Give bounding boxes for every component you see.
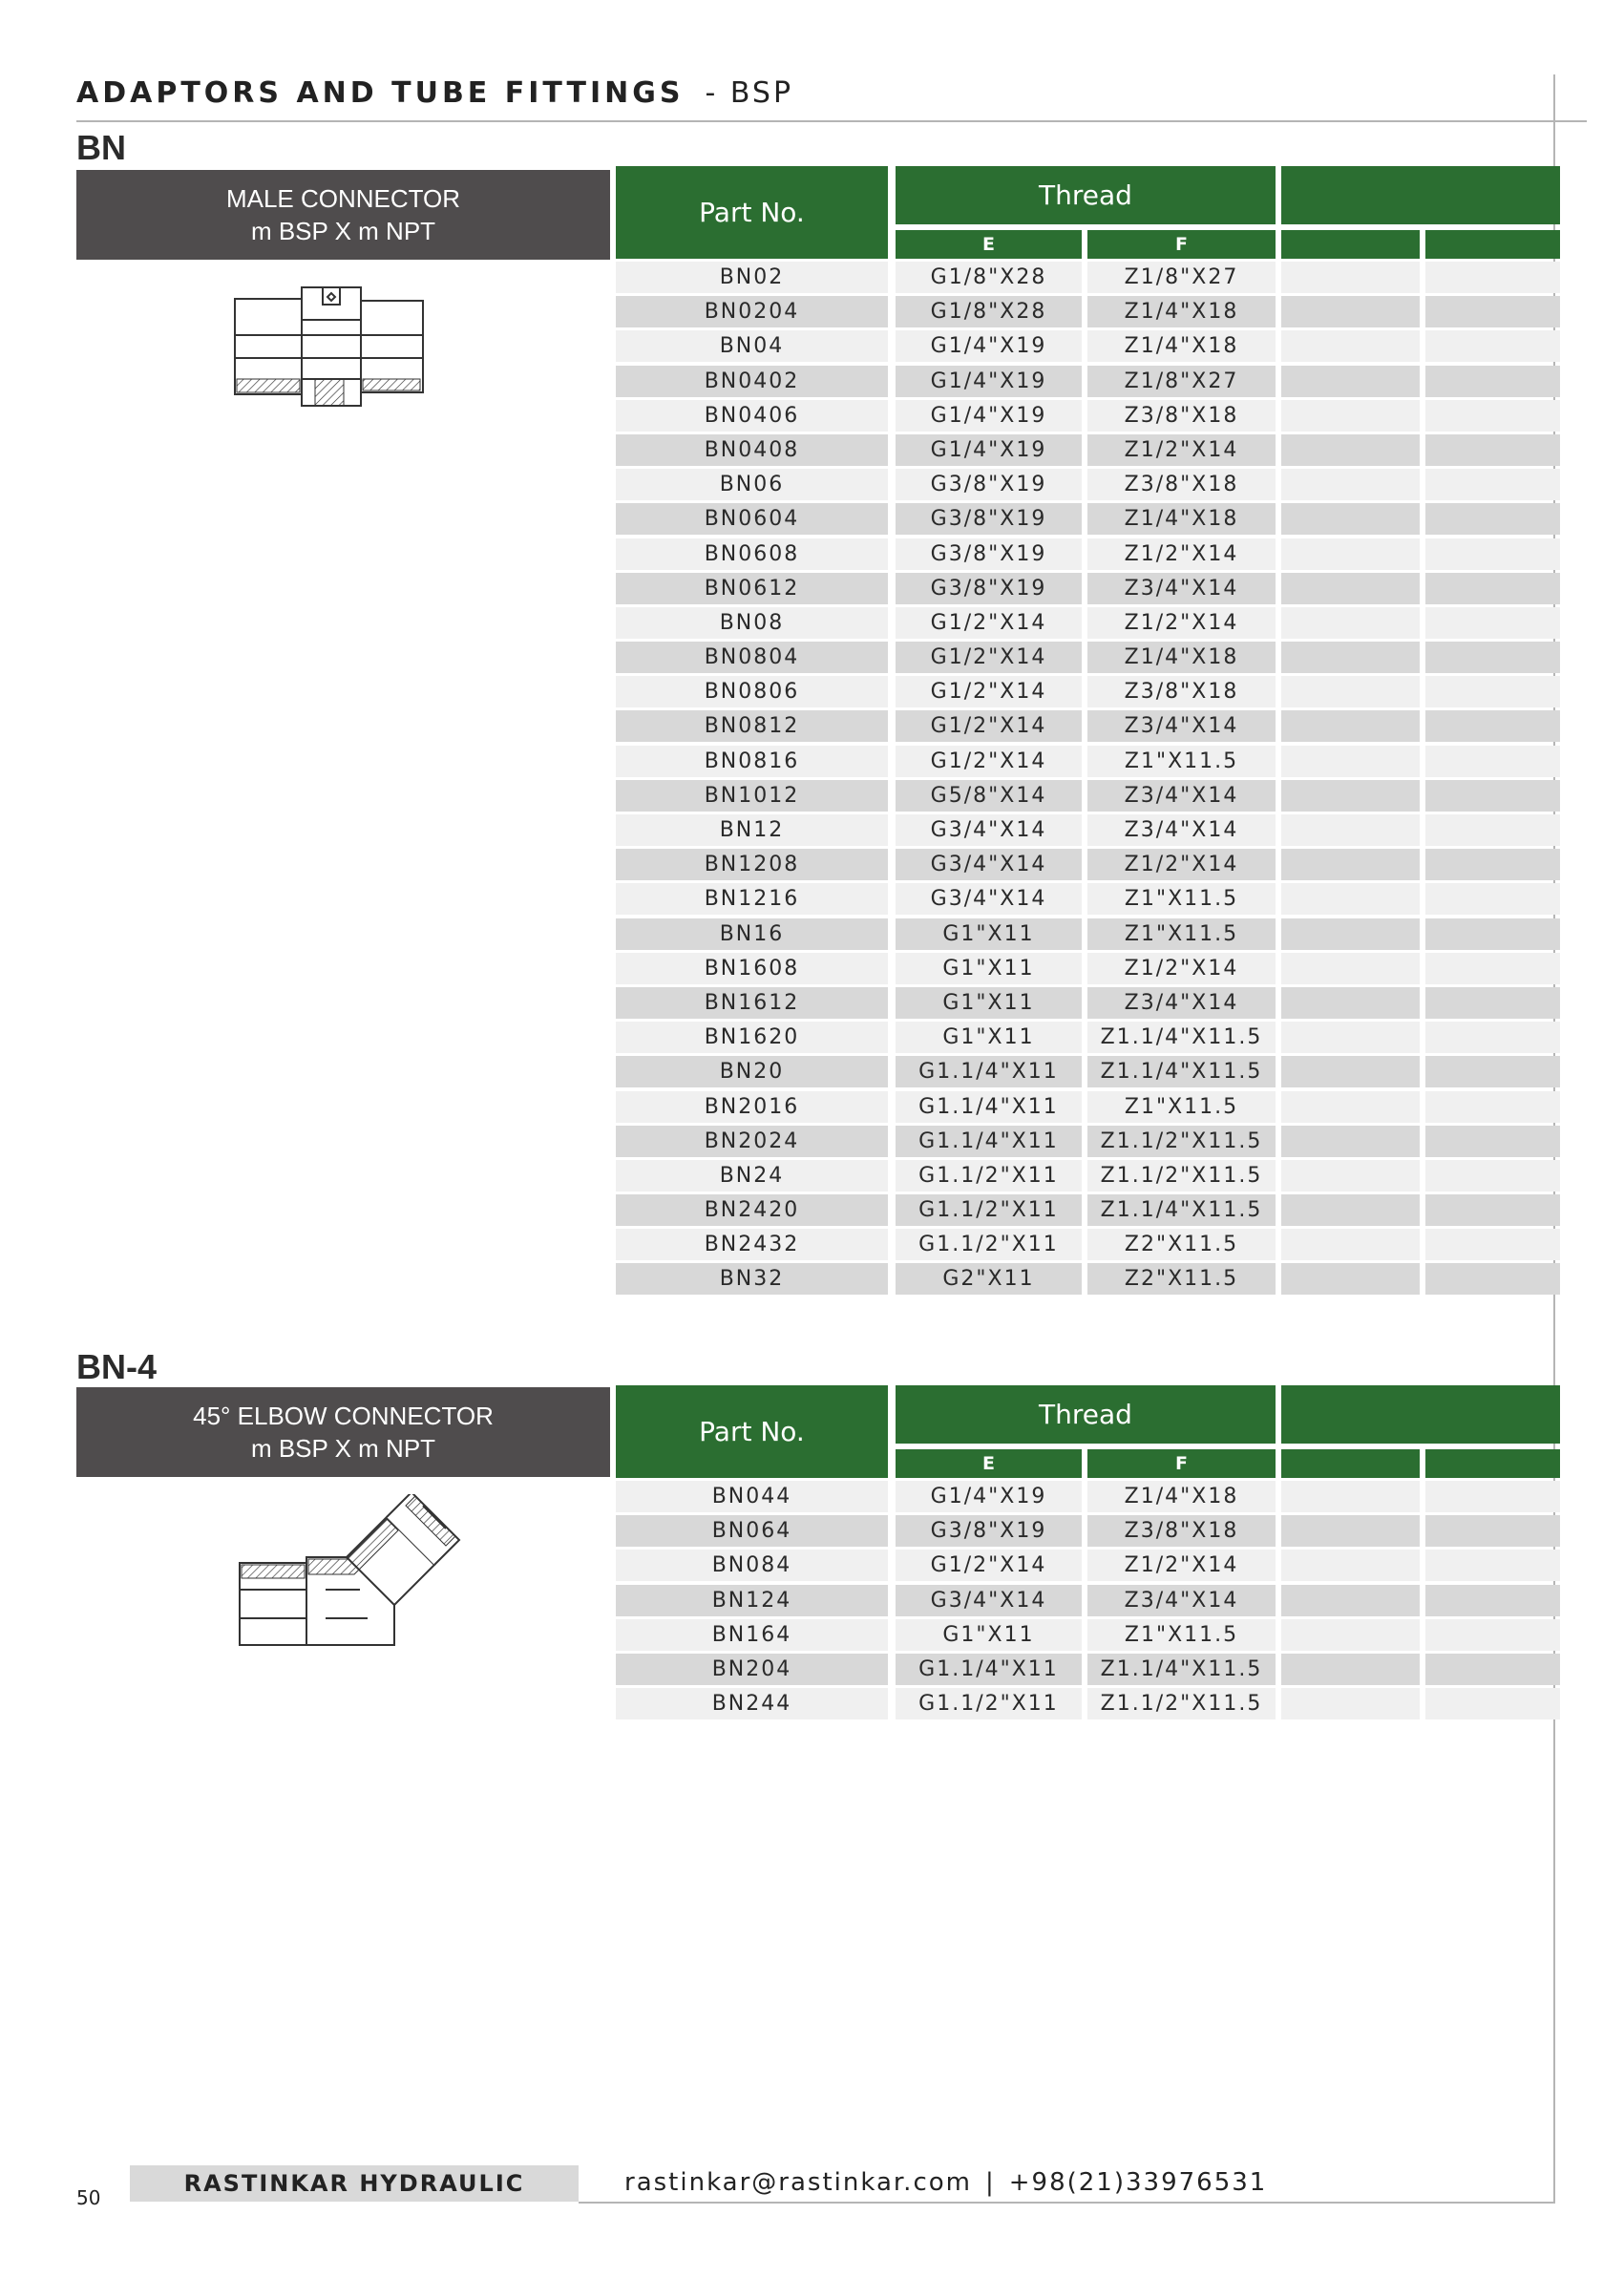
part-no-cell: BN064 (616, 1515, 888, 1547)
blank-header (1281, 166, 1560, 224)
part-no-cell: BN02 (616, 262, 888, 293)
table-row (616, 953, 1561, 984)
thread-f-cell: Z1"X11.5 (1087, 1091, 1276, 1123)
thread-f-cell: Z1/8"X27 (1087, 366, 1276, 397)
thread-f-header: F (1087, 230, 1276, 259)
blank-cell-2 (1425, 1160, 1560, 1192)
product-spec: m BSP X m NPT (250, 217, 436, 245)
part-no-cell: BN0806 (616, 676, 888, 707)
thread-e-cell: G1/4"X19 (896, 434, 1082, 466)
product-name: MALE CONNECTOR (225, 184, 461, 213)
thread-e-cell: G3/8"X19 (896, 538, 1082, 570)
table-row (616, 469, 1561, 500)
part-no-cell: BN044 (616, 1481, 888, 1512)
thread-header: Thread (896, 1385, 1276, 1444)
thread-e-cell: G1.1/2"X11 (896, 1229, 1082, 1260)
part-no-cell: BN2016 (616, 1091, 888, 1123)
thread-e-cell: G3/4"X14 (896, 814, 1082, 846)
blank-cell-1 (1281, 1550, 1420, 1581)
thread-f-cell: Z1/2"X14 (1087, 434, 1276, 466)
blank-cell-1 (1281, 400, 1420, 432)
thread-f-cell: Z3/8"X18 (1087, 1515, 1276, 1547)
table-row (616, 296, 1561, 327)
blank-cell-1 (1281, 746, 1420, 777)
blank-cell-2 (1425, 1263, 1560, 1295)
thread-f-cell: Z1.1/2"X11.5 (1087, 1160, 1276, 1192)
blank-cell-2 (1425, 814, 1560, 846)
thread-f-cell: Z3/4"X14 (1087, 814, 1276, 846)
thread-e-header: E (896, 230, 1082, 259)
blank-cell-2 (1425, 469, 1560, 500)
table-row (616, 1022, 1561, 1053)
blank-cell-2 (1425, 883, 1560, 915)
thread-e-cell: G3/8"X19 (896, 469, 1082, 500)
part-no-cell: BN12 (616, 814, 888, 846)
blank-cell-1 (1281, 1515, 1420, 1547)
thread-e-cell: G1/4"X19 (896, 366, 1082, 397)
footer-email[interactable]: rastinkar@rastinkar.com (624, 2168, 972, 2197)
footer-separator: | (984, 2168, 996, 2197)
part-no-cell: BN2024 (616, 1126, 888, 1157)
page-title-suffix: - BSP (705, 76, 794, 110)
thread-e-cell: G1/2"X14 (896, 607, 1082, 639)
thread-e-cell: G1/2"X14 (896, 1550, 1082, 1581)
thread-e-cell: G1/8"X28 (896, 262, 1082, 293)
table-row (616, 330, 1561, 362)
thread-e-cell: G3/4"X14 (896, 849, 1082, 880)
table-row (616, 814, 1561, 846)
thread-e-cell: G3/4"X14 (896, 883, 1082, 915)
part-no-cell: BN0804 (616, 642, 888, 673)
blank-cell-2 (1425, 642, 1560, 673)
thread-f-cell: Z1.1/4"X11.5 (1087, 1654, 1276, 1685)
blank-cell-1 (1281, 814, 1420, 846)
part-no-cell: BN0816 (616, 746, 888, 777)
part-no-cell: BN0612 (616, 573, 888, 604)
table-row (616, 607, 1561, 639)
blank-cell-2 (1425, 1126, 1560, 1157)
table-row (616, 573, 1561, 604)
thread-e-cell: G1/2"X14 (896, 676, 1082, 707)
thread-f-cell: Z3/8"X18 (1087, 676, 1276, 707)
table-row (616, 434, 1561, 466)
blank-cell-2 (1425, 849, 1560, 880)
table-row (616, 849, 1561, 880)
thread-e-cell: G3/8"X19 (896, 1515, 1082, 1547)
part-no-cell: BN084 (616, 1550, 888, 1581)
thread-f-cell: Z3/4"X14 (1087, 1585, 1276, 1616)
thread-e-cell: G3/8"X19 (896, 503, 1082, 535)
blank-cell-2 (1425, 676, 1560, 707)
blank-cell-2 (1425, 710, 1560, 742)
blank-cell-1 (1281, 883, 1420, 915)
part-no-cell: BN0204 (616, 296, 888, 327)
part-no-cell: BN0812 (616, 710, 888, 742)
blank-cell-2 (1425, 1550, 1560, 1581)
blank-cell-1 (1281, 1688, 1420, 1719)
blank-cell-1 (1281, 676, 1420, 707)
part-no-cell: BN20 (616, 1056, 888, 1087)
part-no-cell: BN1620 (616, 1022, 888, 1053)
part-no-cell: BN32 (616, 1263, 888, 1295)
table-row (616, 746, 1561, 777)
thread-f-cell: Z1/4"X18 (1087, 330, 1276, 362)
part-no-cell: BN1612 (616, 987, 888, 1019)
thread-e-cell: G1.1/2"X11 (896, 1194, 1082, 1226)
blank-cell-2 (1425, 1585, 1560, 1616)
page-header (76, 76, 793, 110)
thread-e-cell: G1"X11 (896, 987, 1082, 1019)
blank-cell-2 (1425, 1091, 1560, 1123)
part-no-cell: BN0604 (616, 503, 888, 535)
blank-cell-2 (1425, 538, 1560, 570)
blank-cell-2 (1425, 1056, 1560, 1087)
product-spec: m BSP X m NPT (250, 1434, 436, 1463)
blank-cell-1 (1281, 1263, 1420, 1295)
footer-brand: RASTINKAR HYDRAULIC (130, 2165, 579, 2202)
blank-cell-1 (1281, 1194, 1420, 1226)
part-no-cell: BN1608 (616, 953, 888, 984)
part-no-cell: BN1208 (616, 849, 888, 880)
part-no-cell: BN2420 (616, 1194, 888, 1226)
thread-e-cell: G1/4"X19 (896, 1481, 1082, 1512)
thread-e-cell: G1/4"X19 (896, 400, 1082, 432)
part-no-cell: BN16 (616, 918, 888, 950)
thread-f-cell: Z1"X11.5 (1087, 1619, 1276, 1651)
blank-cell-2 (1425, 746, 1560, 777)
part-no-cell: BN1012 (616, 780, 888, 812)
blank-cell-1 (1281, 987, 1420, 1019)
table-row (616, 1515, 1561, 1547)
blank-cell-2 (1425, 366, 1560, 397)
blank-subheader-2 (1425, 230, 1560, 259)
blank-cell-1 (1281, 642, 1420, 673)
page-title: ADAPTORS AND TUBE FITTINGS (76, 76, 685, 110)
table-row (616, 1688, 1561, 1719)
blank-cell-2 (1425, 1619, 1560, 1651)
part-no-cell: BN06 (616, 469, 888, 500)
blank-cell-1 (1281, 780, 1420, 812)
table-row (616, 400, 1561, 432)
table-row (616, 538, 1561, 570)
blank-subheader-2 (1425, 1449, 1560, 1478)
thread-f-cell: Z2"X11.5 (1087, 1229, 1276, 1260)
footer-rule (579, 2202, 1555, 2204)
thread-f-cell: Z1.1/4"X11.5 (1087, 1056, 1276, 1087)
part-no-cell: BN0408 (616, 434, 888, 466)
blank-cell-2 (1425, 1654, 1560, 1685)
thread-f-cell: Z1"X11.5 (1087, 883, 1276, 915)
thread-e-cell: G1"X11 (896, 953, 1082, 984)
product-description-box (76, 1387, 610, 1477)
page-number: 50 (76, 2186, 101, 2209)
table-row (616, 1619, 1561, 1651)
thread-header: Thread (896, 166, 1276, 224)
thread-f-cell: Z1.1/2"X11.5 (1087, 1688, 1276, 1719)
thread-e-cell: G2"X11 (896, 1263, 1082, 1295)
table-row (616, 987, 1561, 1019)
section-code: BN-4 (76, 1347, 158, 1386)
table-row (616, 918, 1561, 950)
table-row (616, 1056, 1561, 1087)
blank-cell-2 (1425, 400, 1560, 432)
thread-f-cell: Z1"X11.5 (1087, 746, 1276, 777)
part-no-cell: BN244 (616, 1688, 888, 1719)
thread-e-cell: G1"X11 (896, 1619, 1082, 1651)
blank-subheader-1 (1281, 230, 1420, 259)
thread-e-cell: G1.1/2"X11 (896, 1160, 1082, 1192)
thread-f-header: F (1087, 1449, 1276, 1478)
table-row (616, 642, 1561, 673)
header-rule (76, 120, 1587, 122)
thread-e-cell: G1.1/4"X11 (896, 1126, 1082, 1157)
thread-e-cell: G1"X11 (896, 918, 1082, 950)
part-no-cell: BN2432 (616, 1229, 888, 1260)
thread-f-cell: Z1/2"X14 (1087, 538, 1276, 570)
blank-cell-1 (1281, 1056, 1420, 1087)
part-no-header: Part No. (616, 1385, 888, 1478)
table-row (616, 1160, 1561, 1192)
blank-cell-1 (1281, 366, 1420, 397)
thread-e-cell: G1/2"X14 (896, 642, 1082, 673)
table-body (616, 1481, 1561, 1722)
thread-f-cell: Z1/4"X18 (1087, 642, 1276, 673)
thread-e-cell: G1.1/2"X11 (896, 1688, 1082, 1719)
table-row (616, 1585, 1561, 1616)
blank-cell-2 (1425, 1229, 1560, 1260)
table-row (616, 710, 1561, 742)
part-no-header: Part No. (616, 166, 888, 259)
thread-e-cell: G1/2"X14 (896, 710, 1082, 742)
thread-e-cell: G5/8"X14 (896, 780, 1082, 812)
blank-cell-1 (1281, 1091, 1420, 1123)
blank-cell-1 (1281, 296, 1420, 327)
table-row (616, 883, 1561, 915)
table-row (616, 1550, 1561, 1581)
blank-cell-2 (1425, 1481, 1560, 1512)
blank-cell-2 (1425, 1688, 1560, 1719)
blank-cell-2 (1425, 1194, 1560, 1226)
thread-e-cell: G1.1/4"X11 (896, 1654, 1082, 1685)
blank-cell-2 (1425, 1022, 1560, 1053)
blank-cell-2 (1425, 953, 1560, 984)
blank-cell-2 (1425, 607, 1560, 639)
part-no-cell: BN24 (616, 1160, 888, 1192)
blank-cell-1 (1281, 849, 1420, 880)
blank-cell-2 (1425, 296, 1560, 327)
part-no-cell: BN0608 (616, 538, 888, 570)
table-row (616, 503, 1561, 535)
product-name: 45° ELBOW CONNECTOR (193, 1402, 494, 1430)
part-no-cell: BN204 (616, 1654, 888, 1685)
blank-cell-1 (1281, 1481, 1420, 1512)
blank-cell-2 (1425, 503, 1560, 535)
product-description-box (76, 170, 610, 260)
thread-e-cell: G1.1/4"X11 (896, 1056, 1082, 1087)
thread-e-cell: G1/8"X28 (896, 296, 1082, 327)
thread-f-cell: Z1/2"X14 (1087, 953, 1276, 984)
thread-f-cell: Z1.1/4"X11.5 (1087, 1194, 1276, 1226)
table-row (616, 1229, 1561, 1260)
blank-cell-2 (1425, 987, 1560, 1019)
thread-f-cell: Z1/2"X14 (1087, 849, 1276, 880)
elbow-45-connector-drawing (234, 1494, 463, 1656)
blank-cell-1 (1281, 1022, 1420, 1053)
part-no-cell: BN08 (616, 607, 888, 639)
blank-cell-1 (1281, 573, 1420, 604)
blank-cell-2 (1425, 262, 1560, 293)
table-row (616, 1091, 1561, 1123)
footer-phone[interactable]: +98(21)33976531 (1008, 2168, 1268, 2197)
blank-subheader-1 (1281, 1449, 1420, 1478)
blank-cell-1 (1281, 1654, 1420, 1685)
blank-cell-2 (1425, 573, 1560, 604)
thread-e-cell: G1.1/4"X11 (896, 1091, 1082, 1123)
part-no-cell: BN0406 (616, 400, 888, 432)
blank-cell-1 (1281, 1619, 1420, 1651)
thread-e-cell: G3/8"X19 (896, 573, 1082, 604)
table-row (616, 676, 1561, 707)
blank-cell-2 (1425, 434, 1560, 466)
blank-cell-2 (1425, 918, 1560, 950)
thread-e-header: E (896, 1449, 1082, 1478)
blank-cell-1 (1281, 1160, 1420, 1192)
blank-cell-1 (1281, 434, 1420, 466)
thread-f-cell: Z1/8"X27 (1087, 262, 1276, 293)
part-no-cell: BN0402 (616, 366, 888, 397)
thread-e-cell: G1/2"X14 (896, 746, 1082, 777)
thread-f-cell: Z1/2"X14 (1087, 1550, 1276, 1581)
part-no-cell: BN04 (616, 330, 888, 362)
blank-cell-1 (1281, 469, 1420, 500)
blank-cell-1 (1281, 710, 1420, 742)
blank-cell-1 (1281, 953, 1420, 984)
blank-cell-1 (1281, 538, 1420, 570)
thread-f-cell: Z1.1/4"X11.5 (1087, 1022, 1276, 1053)
thread-e-cell: G3/4"X14 (896, 1585, 1082, 1616)
thread-f-cell: Z3/4"X14 (1087, 780, 1276, 812)
part-no-cell: BN164 (616, 1619, 888, 1651)
table-row (616, 366, 1561, 397)
thread-f-cell: Z3/4"X14 (1087, 573, 1276, 604)
table-row (616, 1126, 1561, 1157)
table-body (616, 262, 1561, 1298)
blank-cell-2 (1425, 780, 1560, 812)
part-no-cell: BN124 (616, 1585, 888, 1616)
thread-e-cell: G1"X11 (896, 1022, 1082, 1053)
thread-f-cell: Z3/8"X18 (1087, 469, 1276, 500)
thread-f-cell: Z1/2"X14 (1087, 607, 1276, 639)
thread-e-cell: G1/4"X19 (896, 330, 1082, 362)
table-row (616, 1654, 1561, 1685)
thread-f-cell: Z3/4"X14 (1087, 987, 1276, 1019)
blank-cell-2 (1425, 1515, 1560, 1547)
thread-f-cell: Z1/4"X18 (1087, 503, 1276, 535)
thread-f-cell: Z1.1/2"X11.5 (1087, 1126, 1276, 1157)
blank-cell-1 (1281, 1585, 1420, 1616)
blank-cell-1 (1281, 503, 1420, 535)
part-no-cell: BN1216 (616, 883, 888, 915)
blank-cell-1 (1281, 918, 1420, 950)
table-row (616, 1481, 1561, 1512)
thread-f-cell: Z2"X11.5 (1087, 1263, 1276, 1295)
blank-cell-1 (1281, 1229, 1420, 1260)
blank-cell-1 (1281, 262, 1420, 293)
table-row (616, 262, 1561, 293)
section-code: BN (76, 128, 126, 167)
table-row (616, 1263, 1561, 1295)
blank-cell-1 (1281, 1126, 1420, 1157)
thread-f-cell: Z3/8"X18 (1087, 400, 1276, 432)
footer-contact (624, 2168, 1267, 2197)
thread-f-cell: Z1/4"X18 (1087, 1481, 1276, 1512)
blank-cell-1 (1281, 607, 1420, 639)
blank-cell-2 (1425, 330, 1560, 362)
thread-f-cell: Z3/4"X14 (1087, 710, 1276, 742)
straight-male-connector-drawing (229, 280, 434, 413)
table-row (616, 780, 1561, 812)
blank-header (1281, 1385, 1560, 1444)
thread-f-cell: Z1"X11.5 (1087, 918, 1276, 950)
thread-f-cell: Z1/4"X18 (1087, 296, 1276, 327)
table-row (616, 1194, 1561, 1226)
blank-cell-1 (1281, 330, 1420, 362)
